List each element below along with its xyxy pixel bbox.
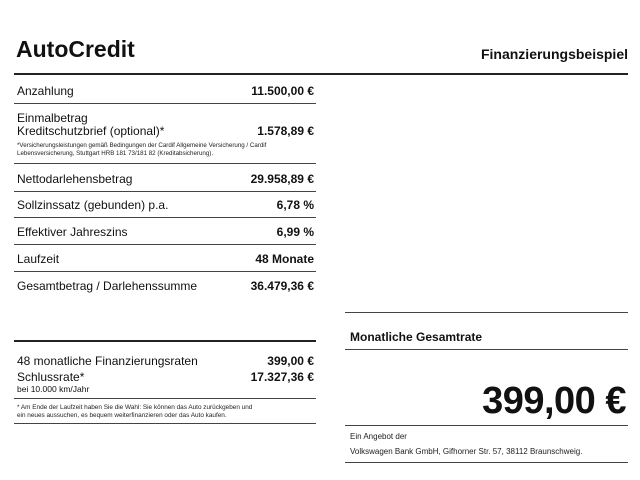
monthly-rates-label: 48 monatliche Finanzierungsraten [17,354,198,368]
km-note: bei 10.000 km/Jahr [17,384,90,394]
rates-divider-left [14,340,316,342]
laufzeit-value: 48 Monate [255,252,314,266]
footnote-line-2: ein neues aussuchen, es bequem weiterfinanzieren oder das Auto kaufen. [17,412,227,419]
kreditschutz-note [17,142,317,158]
brand-title: AutoCredit [16,36,135,62]
kreditschutz-label: Kreditschutzbrief (optional)* [17,124,165,138]
monthly-rate-title: Monatliche Gesamtrate [350,330,483,344]
gesamtbetrag-label: Gesamtbetrag / Darlehenssumme [17,279,198,293]
summary-divider-mid [345,349,628,350]
divider-8 [14,423,316,424]
offer-bank: Volkswagen Bank GmbH, Gifhorner Str. 57, 38112 Braunschweig. [350,447,583,456]
sollzins-label: Sollzinssatz (gebunden) p.a. [17,198,169,212]
schlussrate-value: 17.327,36 € [250,370,314,384]
summary-divider-bottom [345,425,628,426]
gesamtbetrag-value: 36.479,36 € [250,279,314,293]
divider-1 [14,103,316,104]
nettodarlehen-label: Nettodarlehensbetrag [17,172,133,186]
offer-intro: Ein Angebot der [350,432,407,441]
anzahlung-value: 11.500,00 € [251,84,314,98]
kreditschutz-note-line-2: Lebensversicherung, Stuttgart HRB 181 73/181 82 (Kreditabsicherung). [17,150,214,157]
divider-7 [14,398,316,399]
divider-2 [14,163,316,164]
divider-3 [14,191,316,192]
laufzeit-label: Laufzeit [17,252,60,266]
header-divider [14,73,628,75]
footnote-line-1: * Am Ende der Laufzeit haben Sie die Wahl: Sie können das Auto zurückgeben und [17,404,253,411]
effektiv-label: Effektiver Jahreszins [17,225,128,239]
anzahlung-label: Anzahlung [17,84,74,98]
monthly-rates-value: 399,00 € [267,354,314,368]
sollzins-value: 6,78 % [276,198,314,212]
monthly-rate-price: 399,00 € [482,380,626,422]
schlussrate-label: Schlussrate* [17,370,85,384]
summary-divider-top [345,312,628,313]
nettodarlehen-value: 29.958,89 € [250,172,314,186]
page-subtitle: Finanzierungsbeispiel [480,46,628,62]
kreditschutz-value: 1.578,89 € [257,124,314,138]
divider-6 [14,271,316,272]
summary-divider-end [345,462,628,463]
schlussrate-footnote [17,404,317,420]
einmalbetrag-label: Einmalbetrag [17,111,88,125]
effektiv-value: 6,99 % [276,225,314,239]
divider-4 [14,217,316,218]
kreditschutz-note-line-1: *Versicherungsleistungen gemäß Bedingungen der Cardif Allgemeine Versicherung / Cardif [17,142,267,149]
divider-5 [14,244,316,245]
